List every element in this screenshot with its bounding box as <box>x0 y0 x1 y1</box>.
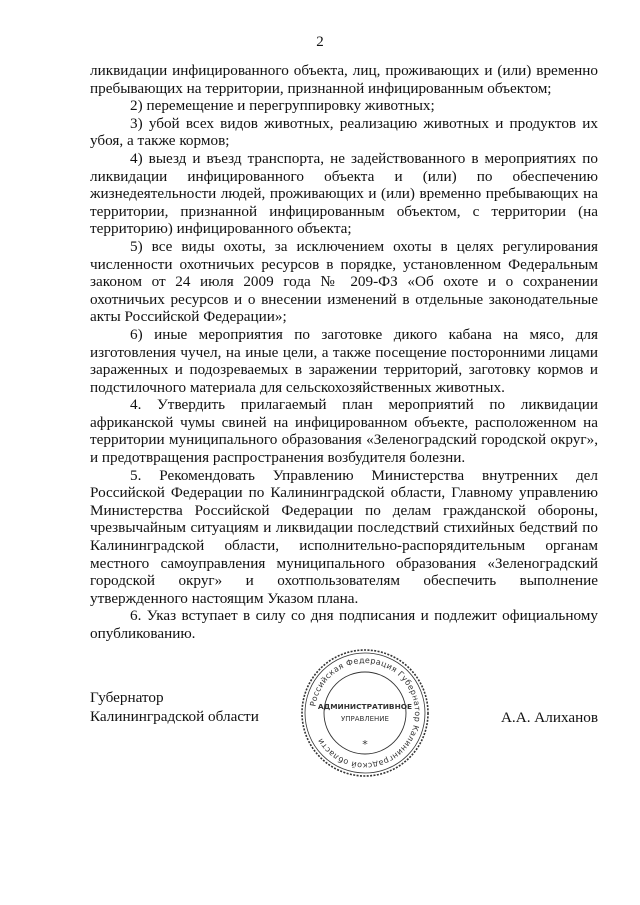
paragraph-item-5: 5) все виды охоты, за исключением охоты в целях регулирования численности охотничьих ресурсов в порядке, установленном Федеральным законом от 24 июля 2009 года № 209-ФЗ «Об охоте и о сохранении охотничьих ресурсов и о внесении изменений в отдельные законодательные акты Российской Федерации»; <box>90 237 598 326</box>
seal-center-line2: УПРАВЛЕНИЕ <box>341 715 389 723</box>
seal-center-line1: АДМИНИСТРАТИВНОЕ <box>317 702 413 711</box>
signer-name: А.А. Алиханов <box>500 709 598 726</box>
signer-position <box>90 688 259 726</box>
paragraph-item-6: 6) иные мероприятия по заготовке дикого кабана на мясо, для изготовления чучел, на иные цели, а также посещение посторонними лицами зараженных и подозреваемых в заражении территорий, заготовку кормов и подстилочного материала для сельскохозяйственных животных. <box>90 325 598 396</box>
seal-star-icon: * <box>362 738 368 751</box>
paragraph-item-2: 2) перемещение и перегруппировку животных; <box>130 97 435 115</box>
signer-position-line1: Губернатор <box>90 689 164 706</box>
paragraph-item-3: 3) убой всех видов животных, реализацию животных и продуктов их убоя, а также кормов; <box>90 114 598 150</box>
seal-ring-text: Российская Федерация Губернатор Калининградской области <box>308 655 423 771</box>
paragraph-item-4: 4) выезд и въезд транспорта, не задействованного в мероприятиях по ликвидации инфицированного объекта и (или) по обеспечению жизнедеятельности людей, проживающих и (или) временно пребывающих на территории, признанной инфицированным объектом, с территории (на территорию) инфицированного объекта; <box>90 149 598 238</box>
paragraph-continuation: ликвидации инфицированного объекта, лиц, проживающих и (или) временно пребывающих на территории, признанной инфицированным объектом; <box>90 62 598 97</box>
paragraph-clause-4: 4. Утвердить прилагаемый план мероприятий по ликвидации африканской чумы свиней на инфицированном объекте, расположенном на территории муниципального образования «Зеленоградский городской округ», и предотвращения распространения возбудителя болезни. <box>90 396 598 467</box>
document-body <box>90 62 598 643</box>
signature-block <box>90 688 598 768</box>
paragraph-clause-5: 5. Рекомендовать Управлению Министерства внутренних дел Российской Федерации по Калининградской области, Главному управлению Министерства Российской Федерации по делам гражданской обороны, чрезвычайным ситуациям и ликвидации последствий стихийных бедствий по Калининградской области, исполнительно-распорядительным органам местного самоуправления муниципального образования «Зеленоградский городской округ» и охотпользователям обеспечить выполнение утвержденного настоящим Указом плана. <box>90 466 598 607</box>
paragraph-clause-6: 6. Указ вступает в силу со дня подписания и подлежит официальному опубликованию. <box>90 607 598 642</box>
page-number: 2 <box>316 34 324 50</box>
signer-position-line2: Калининградской области <box>90 708 259 725</box>
